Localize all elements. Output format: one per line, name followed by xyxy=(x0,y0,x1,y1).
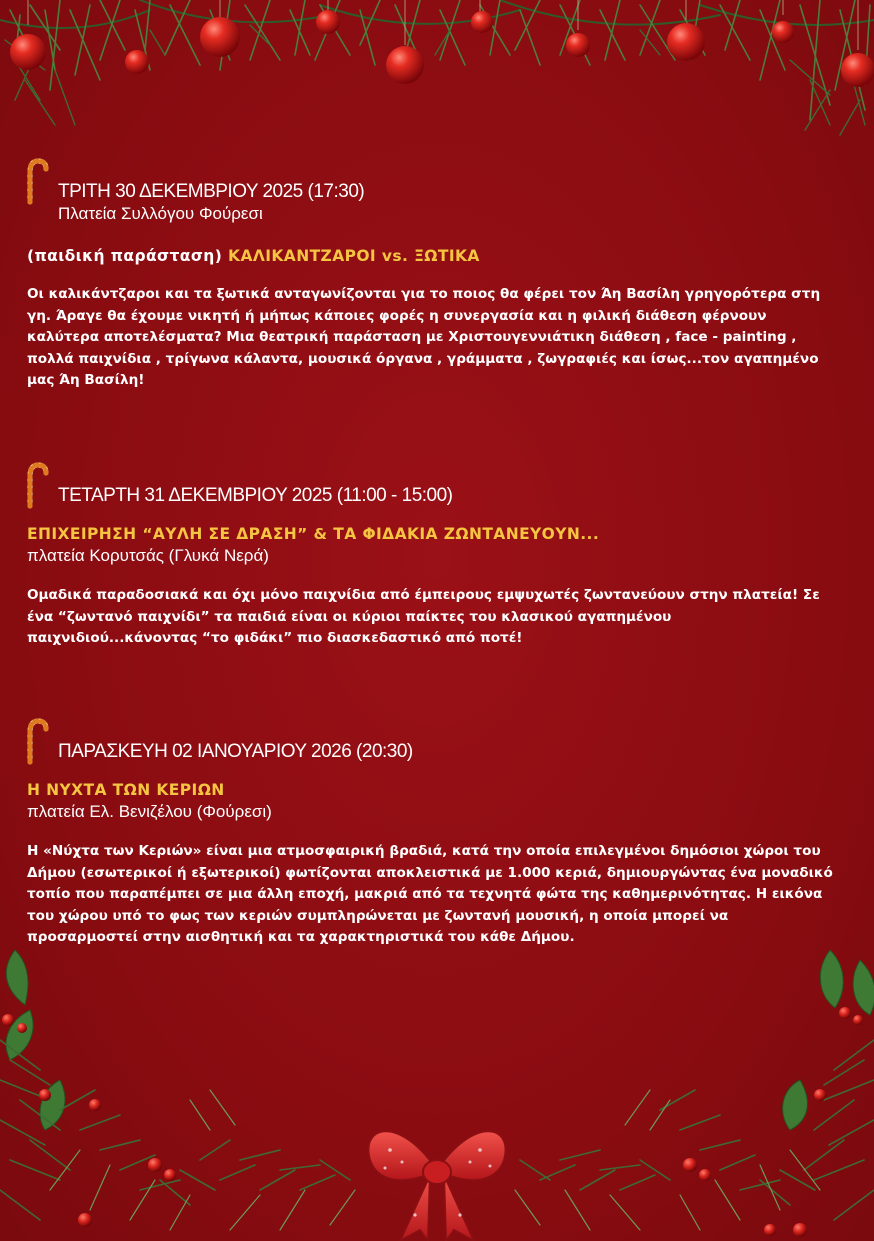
event-venue: Πλατεία Συλλόγου Φούρεσι xyxy=(58,204,263,223)
candy-cane-icon xyxy=(24,716,50,766)
event-description: Η «Νύχτα των Κεριών» είναι μια ατμοσφαιρική βραδιά, κατά την οποία επιλεγμένοι δημόσιοι χώροι του Δήμου (εσωτερικοί ή εξωτερικοί) φωτίζονται αποκλειστικά με 1.000 κεριά, δημιουργώντας ένα μοναδικό τοπίο που παραπέμπει σε μια άλλη εποχή, μακριά από τα τεχνητά φώτα της καθημερινότητας. Η εικόνα του χώρου υπό το φως των κεριών συμπληρώνεται με ζωντανή μουσική, η οποία μπορεί να προσαρμοστεί στην αισθητική και τα χαρακτηριστικά του κάθε Δήμου. xyxy=(27,843,833,945)
event-date: ΤΕΤΑΡΤΗ 31 ΔΕΚΕΜΒΡΙΟΥ 2025 (11:00 - 15:00) xyxy=(58,485,453,506)
event-1-header xyxy=(27,180,837,225)
event-title-highlight: ΚΑΛΙΚΑΝΤΖΑΡΟΙ vs. ΞΩΤΙΚΑ xyxy=(228,247,480,265)
event-venue: πλατεία Ελ. Βενιζέλου (Φούρεσι) xyxy=(27,802,272,821)
event-2-header xyxy=(27,484,837,507)
event-title xyxy=(27,245,837,267)
event-date: ΤΡΙΤΗ 30 ΔΕΚΕΜΒΡΙΟΥ 2025 (17:30) xyxy=(58,181,365,202)
candy-cane-icon xyxy=(24,156,50,206)
event-date: ΠΑΡΑΣΚΕΥΗ 02 ΙΑΝΟΥΑΡΙΟΥ 2026 (20:30) xyxy=(58,741,413,762)
event-venue: πλατεία Κορυτσάς (Γλυκά Νερά) xyxy=(27,546,269,565)
event-description: Ομαδικά παραδοσιακά και όχι μόνο παιχνίδια από έμπειρους εμψυχωτές ζωντανεύουν στην πλατεία! Σε ένα “ζωντανό παιχνίδι” τα παιδιά είναι οι κύριοι παίκτες του κλασικού αγαπημένου παιχνιδιού...κάνοντας “το φιδάκι” πιο διασκεδαστικό από ποτέ! xyxy=(27,587,820,646)
red-bow-icon xyxy=(368,1131,505,1241)
event-2 xyxy=(27,484,837,650)
event-3-header xyxy=(27,740,837,763)
event-title: ΕΠΙΧΕΙΡΗΣΗ “ΑΥΛΗ ΣΕ ΔΡΑΣΗ” & ΤΑ ΦΙΔΑΚΙΑ ΖΩΝΤΑΝΕΥΟΥΝ... xyxy=(27,525,600,543)
candy-cane-icon xyxy=(24,460,50,510)
event-1 xyxy=(27,180,837,392)
event-3 xyxy=(27,740,837,949)
event-description: Οι καλικάντζαροι και τα ξωτικά ανταγωνίζονται για το ποιος θα φέρει τον Άη Βασίλη γρηγορότερα στη γη. Άραγε θα έχουμε νικητή ή μήπως κάποιες φορές η συνεργασία και η φιλική διάθεση φέρνουν καλύτερα αποτελέσματα? Μια θεατρική παράσταση με Χριστουγεννιάτικη διάθεση , face - painting , πολλά παιχνίδια , τρίγωνα κάλαντα, μουσικά όργανα , γράμματα , ζωγραφιές και ίσως...τον αγαπημένο μας Άη Βασίλη! xyxy=(27,286,821,388)
pine-garland-top xyxy=(0,0,874,150)
event-title: Η ΝΥΧΤΑ ΤΩΝ ΚΕΡΙΩΝ xyxy=(27,781,225,799)
holly-garland-bottom xyxy=(0,930,874,1241)
event-title-prefix: (παιδική παράσταση) xyxy=(27,247,229,265)
